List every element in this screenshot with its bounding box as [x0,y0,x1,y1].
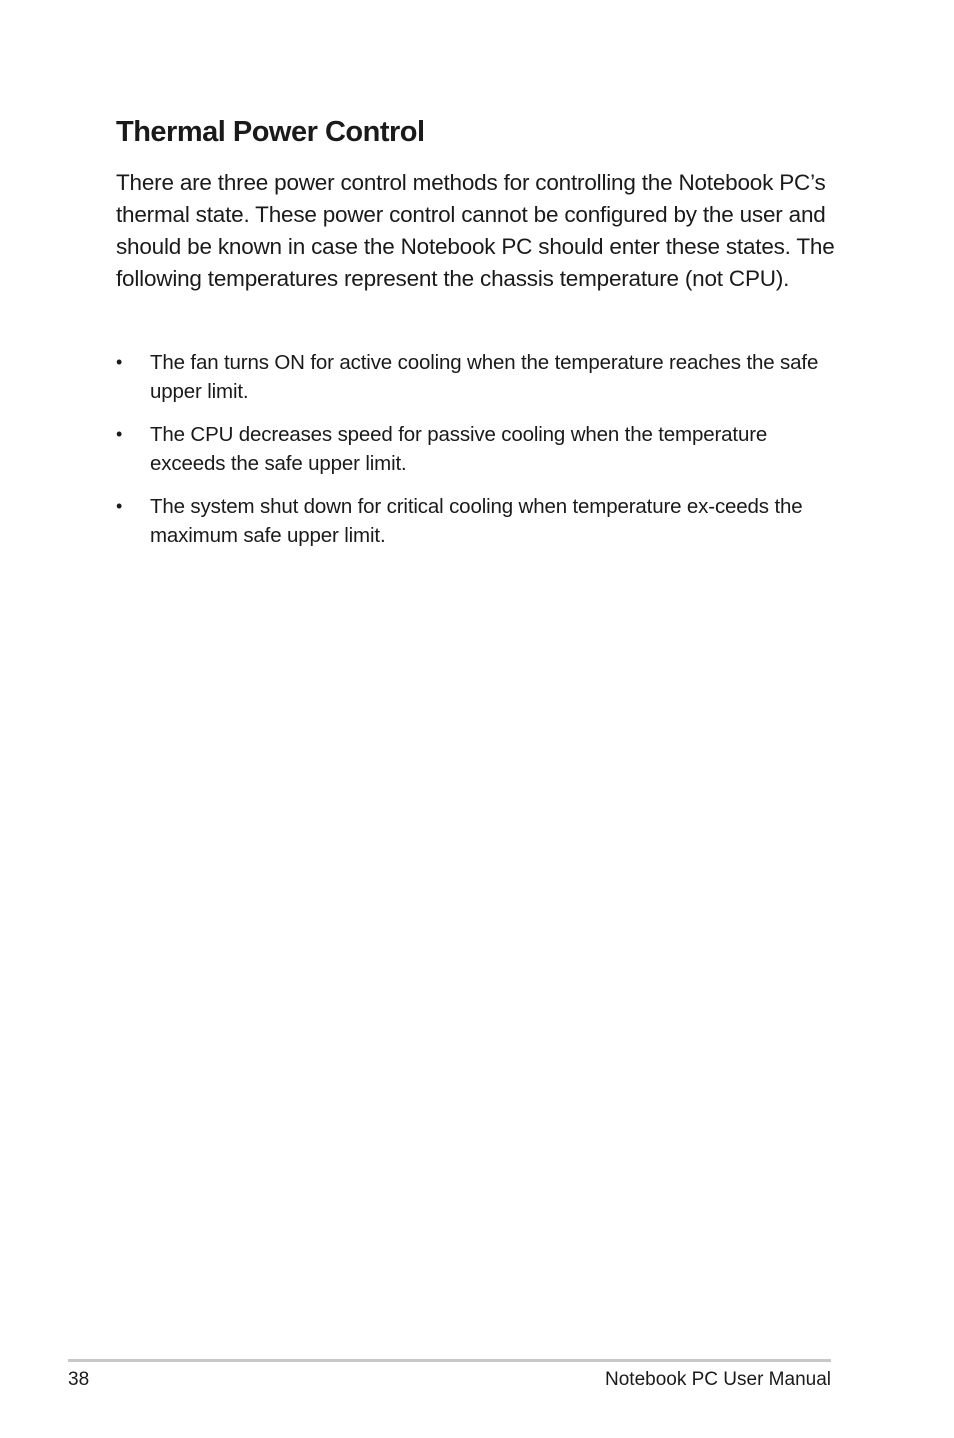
footer-divider [68,1359,831,1362]
bullet-text: The system shut down for critical cooling when temperature ex-ceeds the maximum safe upper limit. [150,495,803,547]
bullet-dot-icon: • [116,496,123,516]
bullet-item-cpu [116,420,836,478]
section-heading: Thermal Power Control [116,116,425,148]
bullet-text: The CPU decreases speed for passive cooling when the temperature exceeds the safe upper limit. [150,423,768,475]
page-number: 38 [68,1369,90,1390]
manual-title: Notebook PC User Manual [605,1369,831,1390]
bullet-item-fan [116,348,836,406]
bullet-list [116,348,836,564]
intro-paragraph: There are three power control methods for controlling the Notebook PC’s thermal state. These power control cannot be configured by the user and should be known in case the Notebook PC should enter these states. The following temperatures represent the chassis temperature (not CPU). [116,170,835,291]
bullet-dot-icon: • [116,424,123,444]
bullet-text: The fan turns ON for active cooling when the temperature reaches the safe upper limit. [150,351,819,403]
bullet-item-shutdown [116,492,836,550]
bullet-dot-icon: • [116,352,123,372]
